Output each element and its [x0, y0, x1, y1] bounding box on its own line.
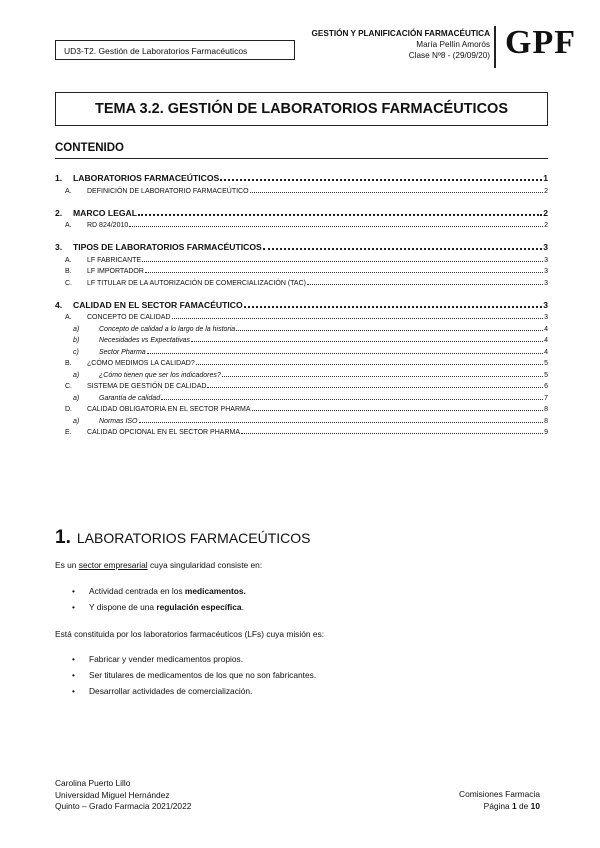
toc-entry-page: 8: [544, 406, 548, 413]
bullet-icon: •: [72, 602, 75, 612]
toc-entry-label: LF FABRICANTE: [87, 256, 142, 264]
toc-dot-leader: [207, 386, 543, 388]
toc-entry[interactable]: [55, 218, 548, 230]
toc-entry-number: E.: [65, 429, 72, 436]
toc-entry[interactable]: [55, 390, 548, 402]
toc-entry[interactable]: [55, 264, 548, 276]
toc-entry-page: 3: [544, 256, 548, 264]
gpf-logo: GPF: [505, 24, 576, 61]
bullet-icon: •: [72, 670, 75, 680]
course-code: UD3-T2. Gestión de Laboratorios Farmacéuticos: [64, 46, 248, 56]
toc-entry-page: 9: [544, 429, 548, 436]
intro-underlined: sector empresarial: [78, 560, 148, 570]
toc-entry-page: 4: [544, 337, 548, 344]
list-item-text: Y dispone de una: [89, 602, 157, 612]
list-item-bold: medicamentos.: [184, 586, 246, 596]
toc-dot-leader: [161, 398, 543, 400]
toc-dot-leader: [196, 363, 543, 365]
toc-entry-number: A.: [65, 314, 72, 321]
toc-entry[interactable]: [55, 275, 548, 287]
toc-entry-page: 2: [544, 222, 548, 229]
intro-text: Es un: [55, 560, 79, 570]
toc-entry-number: A.: [65, 256, 72, 264]
author-name: María Pellín Amorós: [416, 40, 490, 49]
toc-dot-leader: [220, 178, 542, 181]
footer-left: [55, 778, 191, 813]
class-info: Clase Nº8 - (29/09/20): [408, 51, 490, 60]
toc-entry-number: a): [73, 417, 80, 425]
toc-dot-leader: [250, 191, 544, 193]
toc-entry-number: a): [73, 394, 80, 402]
toc-entry[interactable]: [55, 168, 548, 183]
list-item: [72, 670, 317, 680]
toc-dot-leader: [252, 409, 544, 411]
toc-entry-number: a): [73, 371, 80, 379]
contenido-heading: CONTENIDO: [55, 142, 124, 154]
toc-dot-leader: [263, 247, 542, 250]
toc-entry-label: SISTEMA DE GESTIÓN DE CALIDAD: [87, 383, 207, 390]
toc-entry-page: 1: [543, 173, 548, 183]
bullet-icon: •: [72, 586, 75, 596]
toc-entry-number: 1.: [55, 173, 63, 183]
toc-entry[interactable]: [55, 367, 548, 379]
toc-entry-page: 3: [544, 279, 548, 287]
section-heading: [55, 527, 311, 549]
toc-entry-label: Normas ISO: [99, 417, 138, 425]
footer-commission: Comisiones Farmacia: [459, 789, 540, 799]
list-item-text-end: .: [241, 602, 244, 612]
toc-entry-number: c): [73, 348, 79, 356]
constitution-paragraph: Está constituida por los laboratorios farmacéuticos (LFs) cuya misión es:: [55, 629, 325, 639]
toc-entry-page: 3: [544, 268, 548, 275]
toc-entry-label: ¿CÓMO MEDIMOS LA CALIDAD?: [87, 360, 195, 367]
list-item-text: Desarrollar actividades de comercialización.: [89, 686, 253, 696]
list-item: [72, 602, 244, 612]
toc-entry-label: DEFINICIÓN DE LABORATORIO FARMACEÚTICO: [87, 187, 249, 195]
toc-entry[interactable]: [55, 321, 548, 333]
toc-entry[interactable]: [55, 402, 548, 414]
contenido-rule: [55, 158, 548, 159]
toc-entry-label: Sector Pharma: [99, 348, 146, 356]
toc-entry-page: 5: [544, 371, 548, 379]
toc-entry-label: CALIDAD EN EL SECTOR FAMACÉUTICO: [73, 299, 243, 310]
list-item-text: Ser titulares de medicamentos de los que no son fabricantes.: [89, 670, 317, 680]
header-divider: [494, 26, 496, 68]
bullet-icon: •: [72, 654, 75, 664]
toc-entry-number: A.: [65, 187, 72, 195]
page-indicator: [459, 801, 540, 813]
toc-entry-page: 3: [543, 299, 548, 310]
section-title: LABORATORIOS FARMACEÚTICOS: [76, 530, 311, 546]
toc-entry[interactable]: [55, 295, 548, 310]
toc-entry-number: C.: [65, 383, 72, 390]
section-number: 1.: [55, 527, 71, 548]
toc-entry-number: 2.: [55, 207, 63, 218]
toc-entry-page: 4: [544, 325, 548, 333]
toc-entry-number: C.: [65, 279, 72, 287]
toc-entry-number: A.: [65, 222, 72, 229]
list-item-bold: regulación específica: [156, 602, 242, 612]
page-total: 10: [530, 800, 540, 811]
toc-entry-number: B.: [65, 268, 72, 275]
toc-entry[interactable]: [55, 344, 548, 356]
toc-entry-page: 2: [543, 207, 548, 218]
toc-entry-label: Concepto de calidad a lo largo de la historia: [99, 325, 236, 333]
footer-right: [459, 789, 540, 812]
toc-entry-page: 3: [543, 242, 548, 252]
toc-dot-leader: [244, 305, 543, 308]
toc-dot-leader: [145, 271, 543, 273]
list-item: [72, 686, 253, 696]
list-item-text: Actividad centrada en los: [89, 586, 185, 596]
toc-entry[interactable]: [55, 203, 548, 218]
footer-author: Carolina Puerto Lillo: [55, 778, 131, 788]
toc-entry[interactable]: [55, 333, 548, 345]
list-item: [72, 586, 246, 596]
toc-entry[interactable]: [55, 310, 548, 322]
toc-entry-label: RD 824/2010: [87, 222, 129, 229]
toc-entry[interactable]: [55, 183, 548, 195]
page-number: 1: [512, 800, 517, 811]
page-prefix: Página: [483, 800, 513, 811]
toc-entry-number: a): [73, 325, 80, 333]
table-of-contents: [55, 168, 548, 436]
toc-dot-leader: [222, 375, 543, 377]
toc-entry-number: D.: [65, 406, 72, 413]
toc-dot-leader: [142, 260, 543, 262]
intro-paragraph: [55, 560, 262, 570]
bullet-icon: •: [72, 686, 75, 696]
toc-entry-page: 5: [544, 360, 548, 367]
footer-university: Universidad Miguel Hernández: [55, 789, 170, 800]
toc-entry-number: b): [73, 337, 80, 344]
toc-entry-page: 2: [544, 187, 548, 195]
toc-entry[interactable]: [55, 252, 548, 264]
page-mid: de: [516, 800, 531, 811]
toc-entry-label: Necesidades vs Expectativas: [99, 337, 191, 344]
toc-dot-leader: [147, 352, 543, 354]
toc-entry-page: 7: [544, 394, 548, 402]
toc-entry-label: CALIDAD OBLIGATORIA EN EL SECTOR PHARMA: [87, 406, 251, 413]
toc-dot-leader: [236, 329, 543, 331]
toc-entry-label: CALIDAD OPCIONAL EN EL SECTOR PHARMA: [87, 429, 240, 436]
toc-entry-label: ¿Cómo tienen que ser los indicadores?: [99, 371, 221, 379]
toc-entry[interactable]: [55, 413, 548, 425]
toc-entry-page: 4: [544, 348, 548, 356]
document-title: TEMA 3.2. GESTIÓN DE LABORATORIOS FARMACÉUTICOS: [55, 92, 548, 126]
toc-entry-number: 4.: [55, 299, 63, 310]
toc-entry[interactable]: [55, 425, 548, 437]
subject-title: GESTIÓN Y PLANIFICACIÓN FARMACÉUTICA: [311, 29, 490, 38]
toc-entry-page: 8: [544, 417, 548, 425]
toc-dot-leader: [138, 213, 542, 216]
toc-entry-label: Garantía de calidad: [99, 394, 161, 402]
toc-entry[interactable]: [55, 379, 548, 391]
list-item-text: Fabricar y vender medicamentos propios.: [89, 654, 244, 664]
toc-entry-label: LF TITULAR DE LA AUTORIZACIÓN DE COMERCIALIZACIÓN (TAC): [87, 279, 306, 287]
toc-dot-leader: [241, 432, 543, 434]
toc-dot-leader: [129, 225, 543, 227]
toc-dot-leader: [191, 340, 543, 342]
list-item: [72, 654, 244, 664]
toc-entry-label: MARCO LEGAL: [73, 207, 137, 218]
toc-entry[interactable]: [55, 237, 548, 252]
toc-entry-label: LF IMPORTADOR: [87, 268, 144, 275]
course-code-box: [55, 40, 295, 60]
toc-dot-leader: [307, 283, 543, 285]
toc-entry-page: 3: [544, 314, 548, 321]
toc-entry-label: LABORATORIOS FARMACEÚTICOS: [73, 173, 220, 183]
toc-entry-label: TIPOS DE LABORATORIOS FARMACÉUTICOS: [73, 242, 262, 252]
footer-course: Quinto – Grado Farmacia 2021/2022: [55, 801, 192, 811]
toc-entry-number: B.: [65, 360, 72, 367]
toc-entry-number: 3.: [55, 242, 63, 252]
intro-text-end: cuya singularidad consiste en:: [147, 560, 263, 570]
toc-entry-label: CONCEPTO DE CALIDAD: [87, 314, 171, 321]
toc-dot-leader: [139, 421, 544, 423]
header-info: [312, 28, 490, 61]
toc-entry[interactable]: [55, 356, 548, 368]
toc-dot-leader: [172, 317, 544, 319]
toc-entry-page: 6: [544, 383, 548, 390]
